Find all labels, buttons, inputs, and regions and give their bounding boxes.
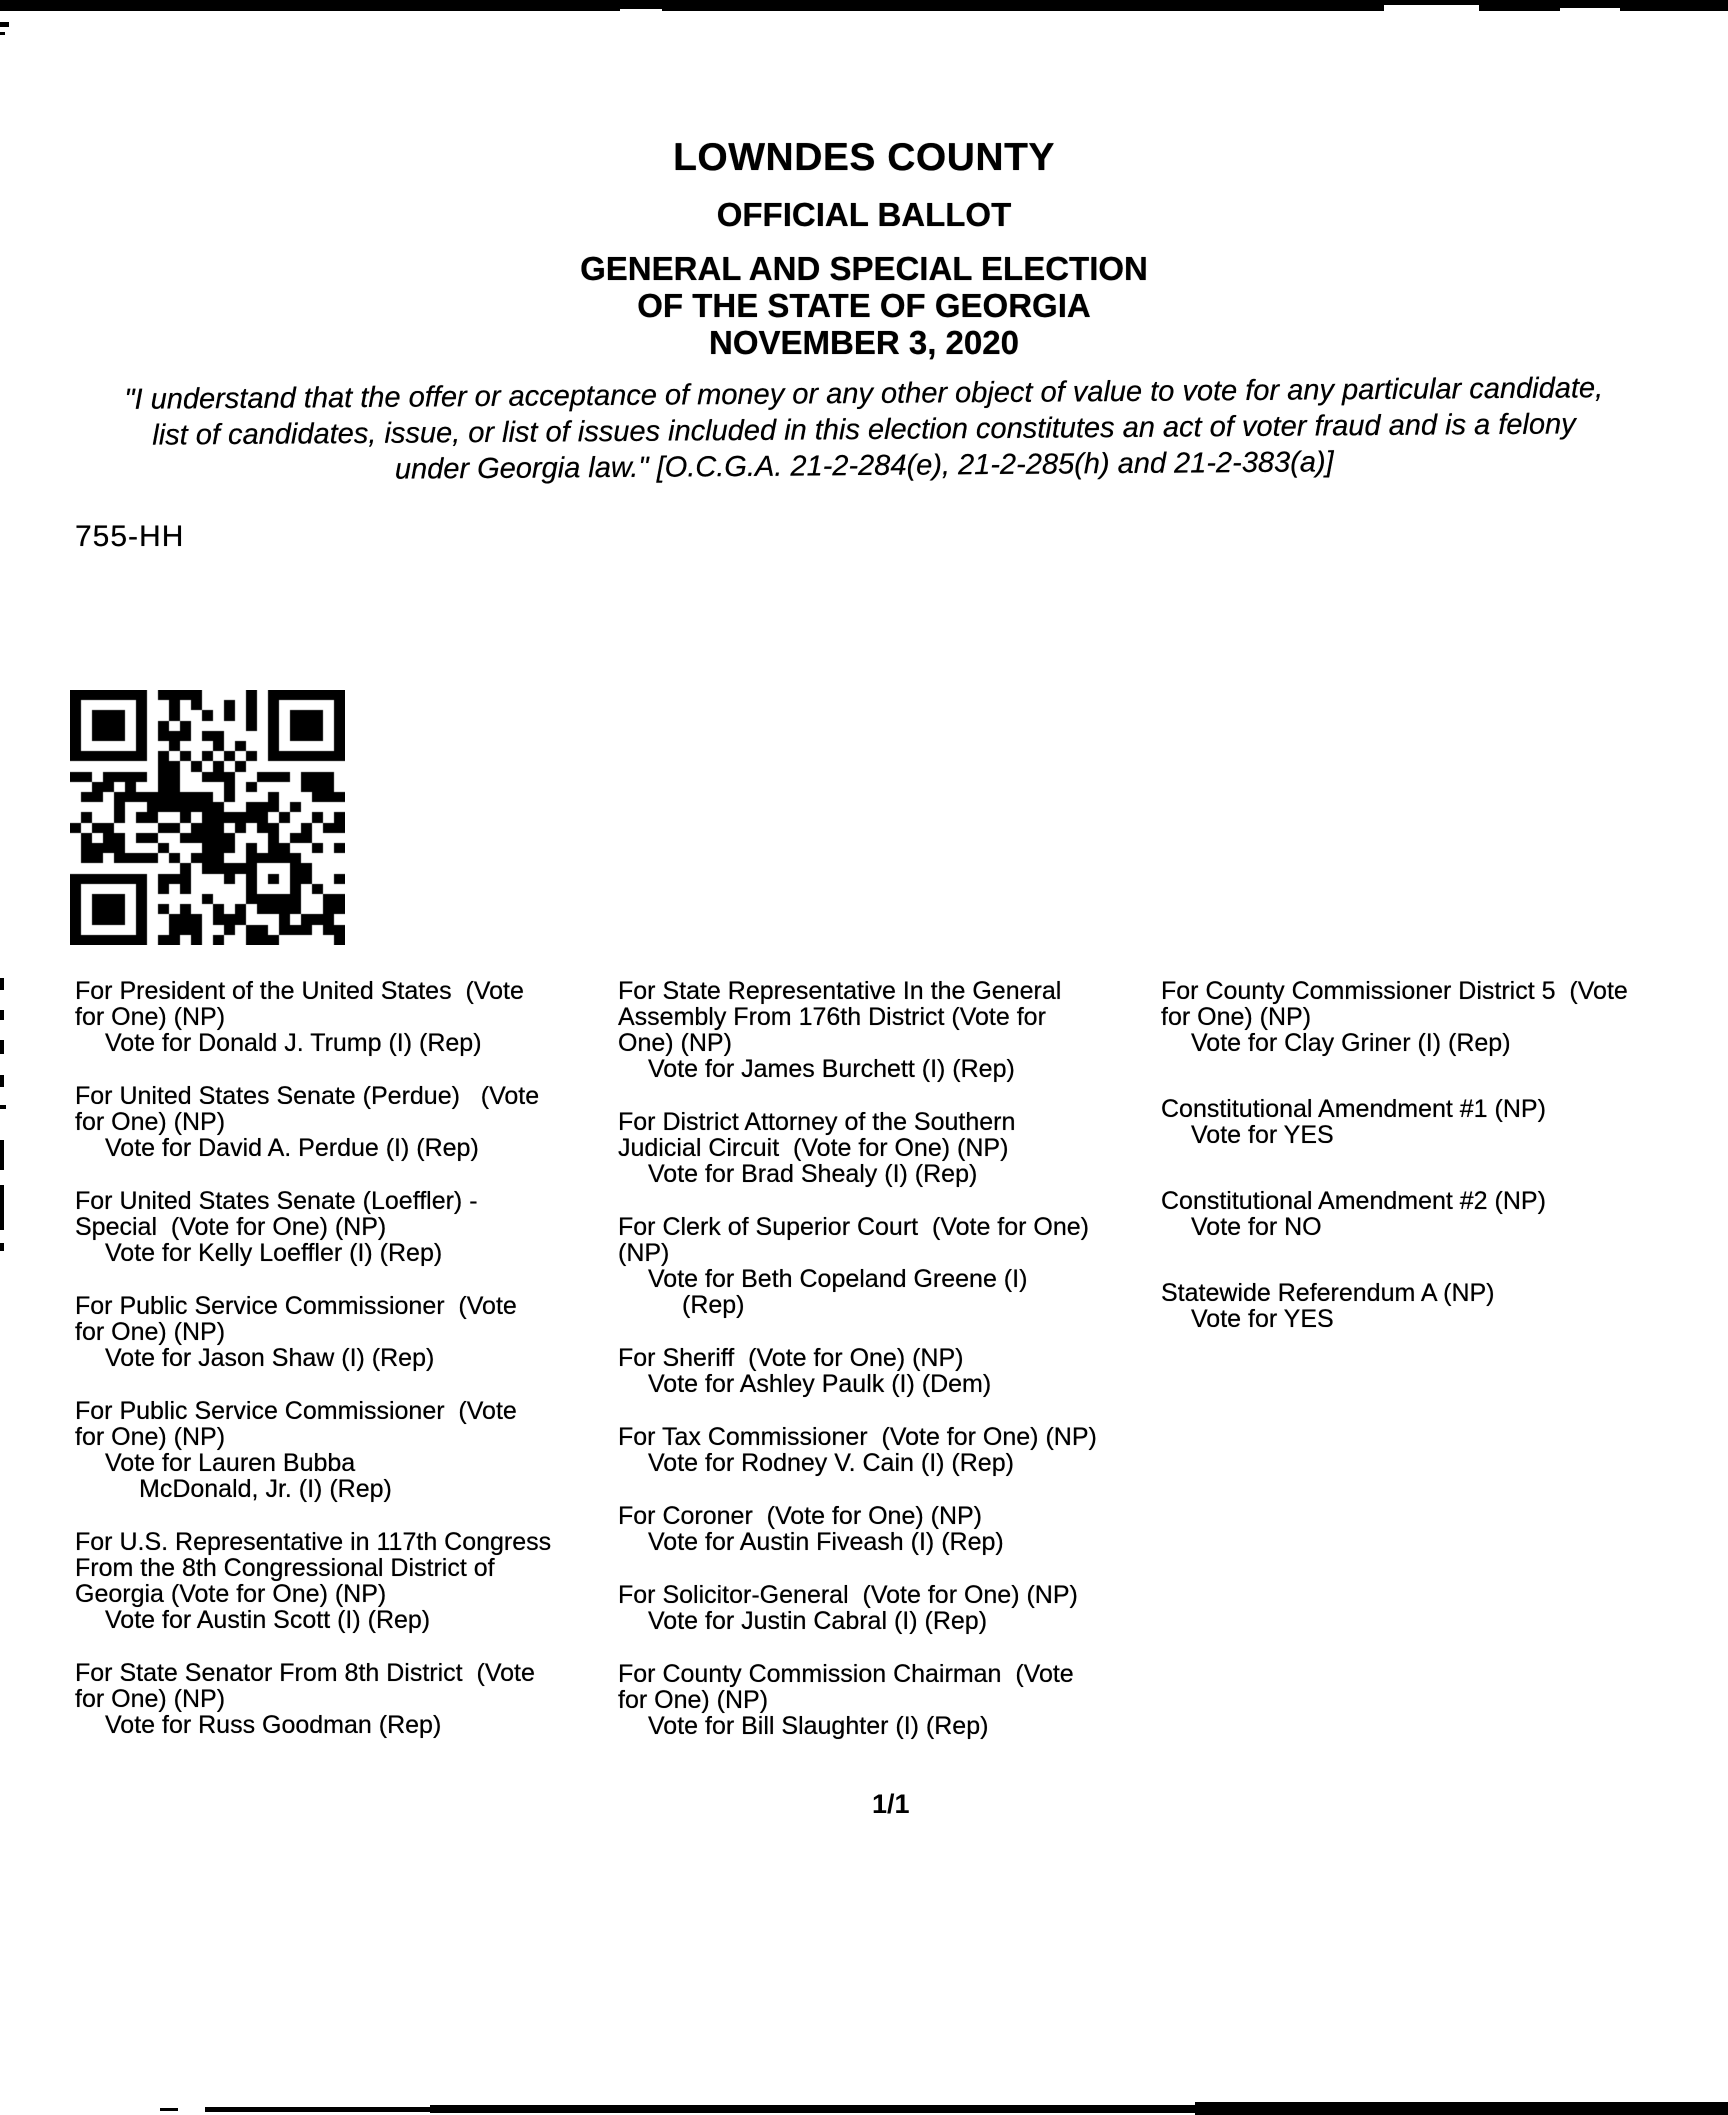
selection-line: Vote for David A. Perdue (I) (Rep) (105, 1134, 479, 1162)
contest-title-line: For County Commissioner District 5 (Vote (1161, 977, 1628, 1005)
selection-line: Vote for Donald J. Trump (I) (Rep) (105, 1029, 482, 1057)
selection-line: Vote for Rodney V. Cain (I) (Rep) (648, 1449, 1014, 1477)
contest (618, 1582, 1183, 1634)
contest (1161, 1096, 1726, 1148)
voter-fraud-disclaimer (0, 369, 1728, 491)
contest-title-line: One) (NP) (618, 1029, 732, 1057)
contest-title-line: For U.S. Representative in 117th Congress (75, 1528, 552, 1556)
selection-line: Vote for Beth Copeland Greene (I) (648, 1265, 1028, 1293)
contest-title-line: (NP) (618, 1239, 670, 1267)
scan-artifact (1560, 8, 1620, 11)
contest-column-1 (75, 978, 640, 1765)
election-date: NOVEMBER 3, 2020 (709, 324, 1019, 361)
contest (1161, 1280, 1726, 1332)
scan-artifact-bottom-bar (1195, 2102, 1728, 2115)
selection-line: (Rep) (682, 1291, 745, 1319)
county-title: LOWNDES COUNTY (673, 136, 1055, 179)
selection-line: Vote for Kelly Loeffler (I) (Rep) (105, 1239, 443, 1267)
contest (75, 1660, 640, 1738)
contest (618, 978, 1183, 1082)
contest-title-line: For Sheriff (Vote for One) (NP) (618, 1344, 964, 1372)
scan-artifact (0, 32, 5, 35)
contest-title-line: For District Attorney of the Southern (618, 1108, 1016, 1136)
contest-title-line: for One) (NP) (75, 1108, 226, 1136)
disclaimer-line: list of candidates, issue, or list of issues included in this election constitutes an act of voter fraud and is a felony (152, 408, 1576, 452)
contest-title-line: Georgia (Vote for One) (NP) (75, 1580, 387, 1608)
contest-title-line: For Public Service Commissioner (Vote (75, 1397, 517, 1425)
contest (75, 1188, 640, 1266)
selection-line: Vote for Justin Cabral (I) (Rep) (648, 1607, 988, 1635)
disclaimer-line: under Georgia law." [O.C.G.A. 21-2-284(e), 21-2-285(h) and 21-2-383(a)] (394, 446, 1334, 486)
page-number: 1/1 (872, 1789, 910, 1819)
selection-line: Vote for Russ Goodman (Rep) (105, 1711, 442, 1739)
selection-line: Vote for NO (1191, 1213, 1322, 1241)
contest (1161, 1188, 1726, 1240)
scan-artifact-bottom-bar (160, 2108, 178, 2111)
contest (618, 1661, 1183, 1739)
contest-title-line: For State Representative In the General (618, 977, 1062, 1005)
contest-title-line: Statewide Referendum A (NP) (1161, 1279, 1495, 1307)
contest (618, 1109, 1183, 1187)
contest-title-line: For Solicitor-General (Vote for One) (NP) (618, 1581, 1078, 1609)
selection-line: Vote for Austin Fiveash (I) (Rep) (648, 1528, 1004, 1556)
contest-title-line: For President of the United States (Vote (75, 977, 524, 1005)
contest-column-2 (618, 978, 1183, 1766)
contest-title-line: For United States Senate (Perdue) (Vote (75, 1082, 540, 1110)
contest-title-line: For State Senator From 8th District (Vote (75, 1659, 535, 1687)
contest (618, 1424, 1183, 1476)
selection-line: Vote for Brad Shealy (I) (Rep) (648, 1160, 978, 1188)
scan-artifact (1384, 5, 1479, 11)
scan-artifact (620, 9, 662, 11)
contest-title-line: For United States Senate (Loeffler) - (75, 1187, 478, 1215)
contest-title-line: for One) (NP) (618, 1686, 769, 1714)
selection-line: Vote for YES (1191, 1305, 1334, 1333)
contest-title-line: for One) (NP) (75, 1318, 226, 1346)
disclaimer-line: "I understand that the offer or acceptance of money or any other object of value to vote for any particular candidate, (124, 372, 1604, 416)
contest (75, 1398, 640, 1502)
contest-title-line: Assembly From 176th District (Vote for (618, 1003, 1046, 1031)
contest (75, 978, 640, 1056)
election-name-line1: GENERAL AND SPECIAL ELECTION (580, 250, 1148, 287)
contest-title-line: From the 8th Congressional District of (75, 1554, 495, 1582)
contest-title-line: for One) (NP) (75, 1685, 226, 1713)
selection-line: Vote for Lauren Bubba (105, 1449, 356, 1477)
contest-title-line: for One) (NP) (75, 1003, 226, 1031)
selection-line: Vote for YES (1191, 1121, 1334, 1149)
contest-title-line: for One) (NP) (1161, 1003, 1312, 1031)
contest-title-line: Special (Vote for One) (NP) (75, 1213, 387, 1241)
contest-column-3 (1161, 978, 1726, 1372)
contest-columns (0, 978, 1728, 1778)
qr-code (70, 690, 345, 945)
selection-line: Vote for Bill Slaughter (I) (Rep) (648, 1712, 989, 1740)
contest (618, 1503, 1183, 1555)
election-name-line2: OF THE STATE OF GEORGIA (637, 287, 1091, 324)
scan-artifact-bottom-bar (430, 2105, 1220, 2113)
contest (618, 1214, 1183, 1318)
contest (75, 1529, 640, 1633)
scan-artifact (0, 22, 9, 27)
contest-title-line: For Tax Commissioner (Vote for One) (NP) (618, 1423, 1097, 1451)
selection-line: Vote for Ashley Paulk (I) (Dem) (648, 1370, 992, 1398)
contest-title-line: For Clerk of Superior Court (Vote for One) (618, 1213, 1090, 1241)
contest (1161, 978, 1726, 1056)
contest (618, 1345, 1183, 1397)
selection-line: Vote for Jason Shaw (I) (Rep) (105, 1344, 435, 1372)
contest-title-line: Constitutional Amendment #1 (NP) (1161, 1095, 1546, 1123)
contest-title-line: Constitutional Amendment #2 (NP) (1161, 1187, 1546, 1215)
ballot-style-code: 755-HH (75, 520, 185, 553)
selection-line: Vote for Clay Griner (I) (Rep) (1191, 1029, 1511, 1057)
selection-line: McDonald, Jr. (I) (Rep) (139, 1475, 392, 1503)
contest (75, 1083, 640, 1161)
contest (75, 1293, 640, 1371)
contest-title-line: Judicial Circuit (Vote for One) (NP) (618, 1134, 1009, 1162)
contest-title-line: For Coroner (Vote for One) (NP) (618, 1502, 983, 1530)
ballot-type-title: OFFICIAL BALLOT (716, 196, 1012, 233)
selection-line: Vote for Austin Scott (I) (Rep) (105, 1606, 431, 1634)
selection-line: Vote for James Burchett (I) (Rep) (648, 1055, 1015, 1083)
contest-title-line: for One) (NP) (75, 1423, 226, 1451)
contest-title-line: For Public Service Commissioner (Vote (75, 1292, 517, 1320)
contest-title-line: For County Commission Chairman (Vote (618, 1660, 1074, 1688)
